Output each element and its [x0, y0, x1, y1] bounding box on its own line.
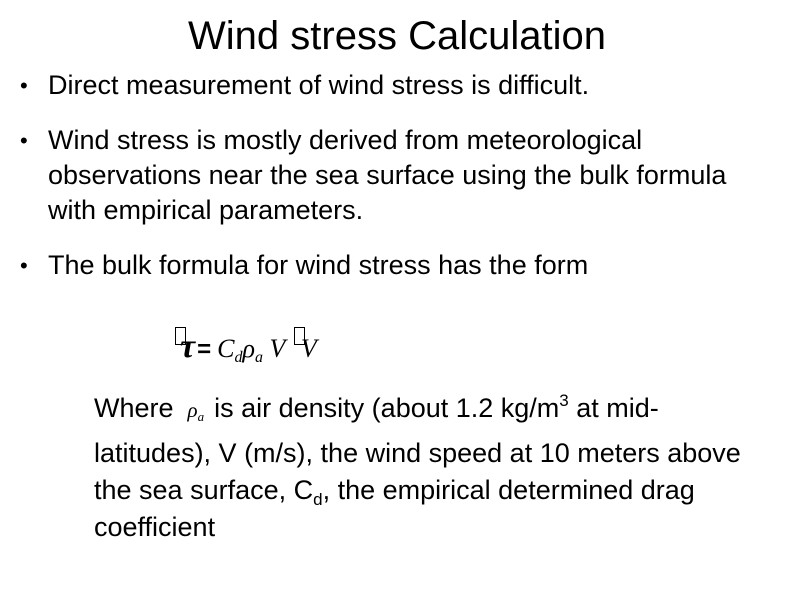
rho-sub: a	[197, 409, 205, 424]
bullet-text: The bulk formula for wind stress has the form	[48, 250, 589, 280]
formula-c-sub: d	[234, 349, 243, 366]
bullet-dot-icon: •	[20, 73, 28, 98]
formula-rho-sub: a	[254, 349, 263, 366]
bullet-item	[20, 123, 760, 228]
vector-mark-icon	[294, 327, 305, 345]
rho-symbol: ρ	[187, 398, 198, 422]
bullet-item	[20, 68, 760, 103]
bulk-formula	[175, 322, 317, 372]
formula-v2: V	[300, 334, 317, 363]
bullet-item	[20, 248, 760, 283]
formula-rho: ρ	[242, 334, 255, 363]
formula-equals: =	[197, 336, 212, 363]
rho-a-symbol	[188, 392, 205, 435]
where-text-2: at mid-latitudes), V (m/s), the wind speed at 10 meters above the sea surface, C	[94, 393, 741, 505]
bullet-text: Direct measurement of wind stress is difficult.	[48, 70, 590, 100]
formula-tau: τ	[180, 328, 196, 365]
where-paragraph	[94, 390, 754, 546]
superscript-3: 3	[559, 391, 569, 410]
where-word: Where	[94, 393, 174, 423]
bullet-dot-icon: •	[20, 128, 28, 153]
bullet-dot-icon: •	[20, 253, 28, 278]
bullet-list	[20, 68, 760, 283]
subscript-d: d	[313, 490, 323, 509]
where-text-1: is air density (about 1.2 kg/m	[214, 393, 560, 423]
bullet-text: Wind stress is mostly derived from meteorological observations near the sea surface using the bulk formula with empirical parameters.	[48, 125, 727, 225]
formula-v1: V	[269, 334, 286, 363]
formula-c: C	[217, 334, 235, 363]
where-text-3: , the empirical determined drag coefficient	[94, 475, 695, 542]
slide-title: Wind stress Calculation	[188, 14, 606, 58]
